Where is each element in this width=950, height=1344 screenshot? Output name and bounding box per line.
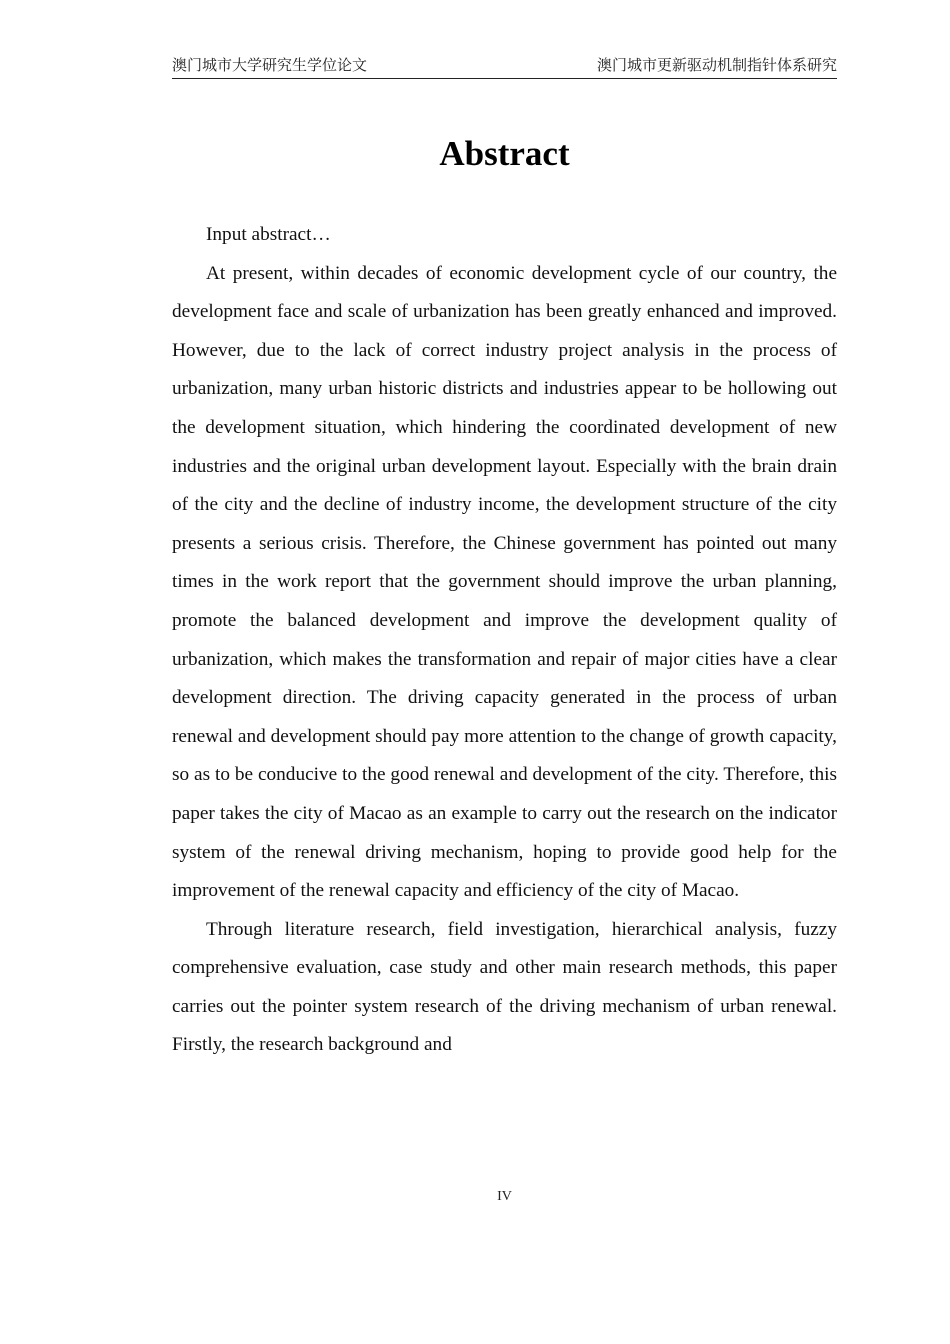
abstract-body <box>172 216 837 1065</box>
header-thesis-type: 澳门城市大学研究生学位论文 <box>172 56 368 74</box>
running-header <box>172 52 837 79</box>
abstract-placeholder-paragraph: Input abstract… <box>206 224 331 245</box>
page-number: IV <box>497 1189 512 1204</box>
page-title: Abstract <box>439 134 570 173</box>
abstract-paragraph: At present, within decades of economic development cycle of our country, the development face and scale of urbanization has been greatly enhanced and improved. However, due to the lack of correct industry project analysis in the process of urbanization, many urban historic districts and industries appear to be hollowing out the development situation, which hindering the coordinated development of new industries and the original urban development layout. Especially with the brain drain of the city and the decline of industry income, the development structure of the city presents a serious crisis. Therefore, the Chinese government has pointed out many times in the work report that the government should improve the urban planning, promote the balanced development and improve the development quality of urbanization, which makes the transformation and repair of major cities have a clear development direction. The driving capacity generated in the process of urban renewal and development should pay more attention to the change of growth capacity, so as to be conducive to the good renewal and development of the city. Therefore, this paper takes the city of Macao as an example to carry out the research on the indicator system of the renewal driving mechanism, hoping to provide good help for the improvement of the renewal capacity and efficiency of the city of Macao. <box>172 262 837 902</box>
header-thesis-title: 澳门城市更新驱动机制指针体系研究 <box>596 56 837 74</box>
abstract-paragraph: Through literature research, field investigation, hierarchical analysis, fuzzy comprehensive evaluation, case study and other main research methods, this paper carries out the pointer system research of the driving mechanism of urban renewal. Firstly, the research background and <box>172 918 837 1056</box>
